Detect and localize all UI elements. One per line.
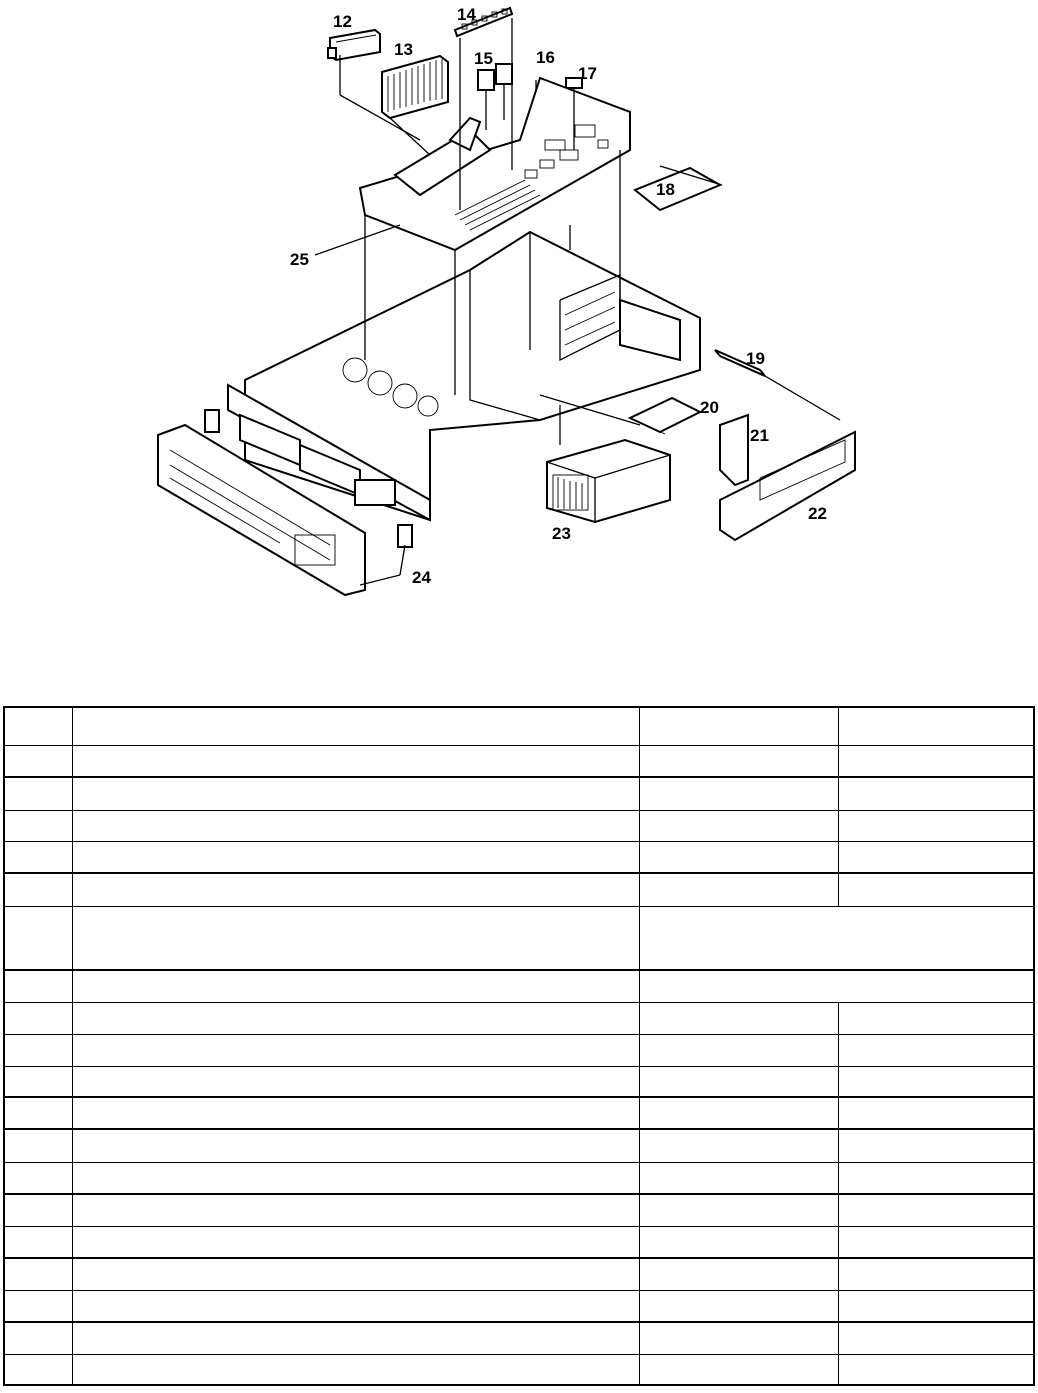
table-cell [838, 1226, 1034, 1258]
table-cell [838, 1002, 1034, 1034]
callout-16: 16 [536, 48, 555, 67]
table-cell [4, 1258, 72, 1290]
table-cell [639, 745, 838, 777]
callout-20: 20 [700, 398, 719, 417]
table-row [4, 1066, 1034, 1097]
table-cell [72, 745, 639, 777]
table-row [4, 810, 1034, 841]
table-row [4, 873, 1034, 906]
table-cell [838, 1097, 1034, 1129]
table-cell [838, 777, 1034, 810]
table-cell [72, 906, 639, 970]
callout-24: 24 [412, 568, 431, 587]
table-cell [838, 1322, 1034, 1354]
part-12-bracket [328, 30, 380, 60]
table-cell [4, 873, 72, 906]
table-cell [4, 1194, 72, 1226]
table-cell [639, 1097, 838, 1129]
table-cell [4, 1097, 72, 1129]
table-cell [72, 1226, 639, 1258]
table-cell [838, 1066, 1034, 1097]
table-cell [4, 1002, 72, 1034]
table-cell [72, 1258, 639, 1290]
table-cell [72, 970, 639, 1002]
table-cell [639, 1258, 838, 1290]
table-cell [838, 873, 1034, 906]
table-cell [639, 707, 838, 745]
table-cell [639, 777, 838, 810]
table-cell [4, 906, 72, 970]
part-23-power-supply [547, 440, 670, 522]
table-cell [838, 1034, 1034, 1066]
table-cell [72, 777, 639, 810]
table-cell [838, 1354, 1034, 1385]
table-row [4, 1258, 1034, 1290]
table-cell [4, 1354, 72, 1385]
part-13-heatsink [382, 56, 448, 118]
table-cell [639, 1226, 838, 1258]
table-cell [639, 873, 838, 906]
table-cell [72, 1097, 639, 1129]
table-cell [4, 1322, 72, 1354]
table-row [4, 1034, 1034, 1066]
table-cell [639, 810, 838, 841]
table-cell [4, 1226, 72, 1258]
table-cell [4, 810, 72, 841]
table-cell [72, 841, 639, 873]
table-cell [4, 1066, 72, 1097]
table-cell [639, 1066, 838, 1097]
table-cell [639, 1162, 838, 1194]
table-cell [72, 873, 639, 906]
table-cell [72, 1129, 639, 1162]
callout-21: 21 [750, 426, 769, 445]
callout-15: 15 [474, 49, 493, 68]
table-cell [639, 1354, 838, 1385]
table-cell [639, 841, 838, 873]
table-cell [4, 1034, 72, 1066]
parts-table [3, 706, 1035, 1386]
table-cell [4, 777, 72, 810]
table-cell [838, 810, 1034, 841]
table-cell [639, 1194, 838, 1226]
table-row [4, 1129, 1034, 1162]
table-row [4, 745, 1034, 777]
callout-22: 22 [808, 504, 827, 523]
table-cell [838, 1194, 1034, 1226]
table-cell [838, 1129, 1034, 1162]
table-cell [838, 1290, 1034, 1322]
table-cell [639, 1034, 838, 1066]
table-cell [4, 841, 72, 873]
table-cell [72, 1002, 639, 1034]
table-row [4, 1354, 1034, 1385]
table-cell [639, 1129, 838, 1162]
table-cell [838, 707, 1034, 745]
exploded-parts-diagram [0, 0, 1038, 640]
table-cell [838, 745, 1034, 777]
callout-13: 13 [394, 40, 413, 59]
part-18-card [635, 166, 722, 210]
table-cell [838, 1258, 1034, 1290]
callout-17: 17 [578, 64, 597, 83]
part-20-board [630, 398, 700, 434]
table-cell [72, 810, 639, 841]
callout-25: 25 [290, 250, 309, 269]
table-cell [639, 970, 1034, 1002]
table-row [4, 1162, 1034, 1194]
table-row [4, 707, 1034, 745]
table-cell [838, 1162, 1034, 1194]
table-cell [639, 906, 1034, 970]
table-cell [72, 1354, 639, 1385]
table-cell [838, 841, 1034, 873]
part-21-bracket [720, 415, 748, 485]
table-row [4, 1290, 1034, 1322]
table-cell [639, 1002, 838, 1034]
table-row [4, 841, 1034, 873]
table-cell [4, 707, 72, 745]
table-cell [4, 1290, 72, 1322]
table-row [4, 1194, 1034, 1226]
table-row [4, 1097, 1034, 1129]
table-cell [72, 1034, 639, 1066]
table-cell [72, 1066, 639, 1097]
table-cell [72, 1194, 639, 1226]
table-cell [72, 1290, 639, 1322]
table-cell [4, 970, 72, 1002]
table-row [4, 777, 1034, 810]
table-row [4, 906, 1034, 970]
table-row [4, 1002, 1034, 1034]
table-cell [72, 707, 639, 745]
callout-23: 23 [552, 524, 571, 543]
table-row [4, 1226, 1034, 1258]
table-cell [72, 1162, 639, 1194]
callout-18: 18 [656, 180, 675, 199]
callout-12: 12 [333, 12, 352, 31]
callout-19: 19 [746, 349, 765, 368]
table-cell [4, 1162, 72, 1194]
table-cell [639, 1322, 838, 1354]
table-cell [4, 745, 72, 777]
callout-14: 14 [457, 5, 476, 24]
table-row [4, 1322, 1034, 1354]
table-cell [4, 1129, 72, 1162]
table-row [4, 970, 1034, 1002]
table-cell [72, 1322, 639, 1354]
table-cell [639, 1290, 838, 1322]
